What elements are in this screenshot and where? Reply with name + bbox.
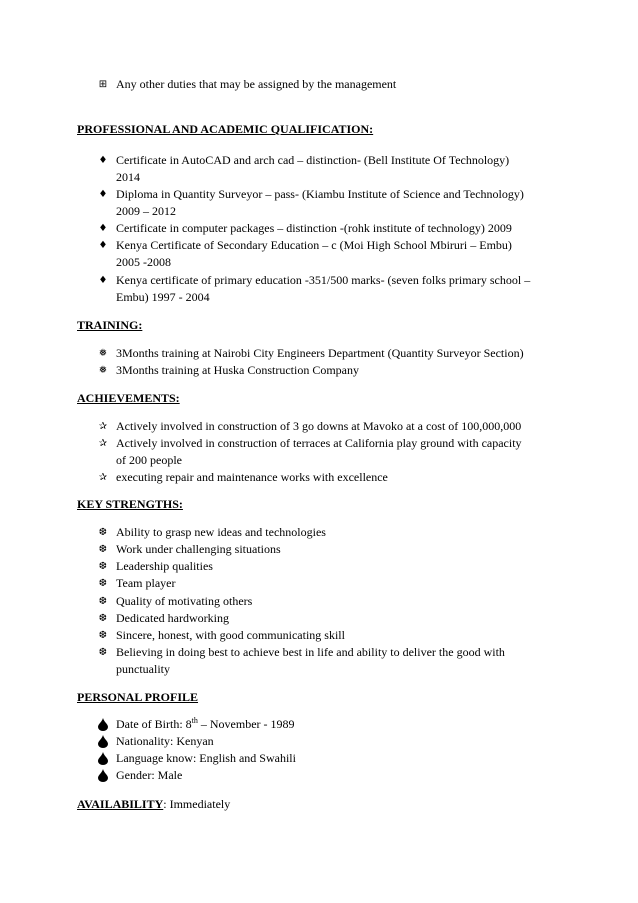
strength-item: Ability to grasp new ideas and technologies	[116, 525, 326, 539]
training-item: 3Months training at Nairobi City Engineers Department (Quantity Surveyor Section)	[116, 346, 524, 360]
qualification-item: Certificate in AutoCAD and arch cad – distinction- (Bell Institute Of Technology)	[116, 153, 510, 167]
snowflake-bullet-icon: ❅	[98, 348, 108, 359]
qualification-item: Kenya certificate of primary education -351/500 marks- (seven folks primary school –	[116, 273, 531, 287]
snowflake-bullet-icon: ❆	[98, 578, 108, 589]
snowflake-bullet-icon: ❆	[98, 544, 108, 555]
star-outline-bullet-icon: ✰	[98, 421, 108, 432]
snowflake-bullet-icon: ❆	[98, 613, 108, 624]
diamond-bullet-icon: ♦	[98, 275, 108, 286]
duty-item: Any other duties that may be assigned by the management	[116, 77, 397, 91]
nationality-item: Nationality: Kenyan	[116, 734, 214, 748]
qualification-item: Certificate in computer packages – distinction -(rohk institute of technology) 2009	[116, 221, 512, 235]
strength-item: Quality of motivating others	[116, 594, 253, 608]
snowflake-bullet-icon: ❆	[98, 630, 108, 641]
strength-item-cont: punctuality	[116, 662, 170, 676]
dob-item: Date of Birth: 8th – November - 1989	[116, 716, 295, 731]
strength-item: Believing in doing best to achieve best in life and ability to deliver the good with	[116, 645, 505, 659]
language-item: Language know: English and Swahili	[116, 751, 296, 765]
availability-line	[77, 796, 230, 814]
training-heading: TRAINING:	[77, 318, 143, 332]
snowflake-bullet-icon: ❆	[98, 596, 108, 607]
qualification-item-cont: 2009 – 2012	[116, 204, 176, 218]
snowflake-bullet-icon: ❆	[98, 647, 108, 658]
snowflake-bullet-icon: ❅	[98, 365, 108, 376]
snowflake-bullet-icon: ❆	[98, 561, 108, 572]
qualification-item-cont: 2014	[116, 170, 140, 184]
achievement-item-cont: of 200 people	[116, 453, 182, 467]
qualification-item: Diploma in Quantity Surveyor – pass- (Kiambu Institute of Science and Technology)	[116, 187, 524, 201]
achievement-item: Actively involved in construction of 3 go downs at Mavoko at a cost of 100,000,000	[116, 419, 522, 433]
diamond-bullet-icon: ♦	[98, 189, 108, 200]
diamond-bullet-icon: ♦	[98, 155, 108, 166]
strength-item: Work under challenging situations	[116, 542, 281, 556]
availability-value: : Immediately	[163, 797, 231, 811]
achievement-item: Actively involved in construction of terraces at California play ground with capacity	[116, 436, 522, 450]
diamond-bullet-icon: ♦	[98, 223, 108, 234]
strengths-heading: KEY STRENGTHS:	[77, 497, 183, 511]
star-outline-bullet-icon: ✰	[98, 472, 108, 483]
square-cross-bullet-icon: ⊞	[98, 79, 108, 90]
gender-item: Gender: Male	[116, 768, 183, 782]
strength-item: Dedicated hardworking	[116, 611, 229, 625]
strength-item: Team player	[116, 576, 176, 590]
qualifications-heading: PROFESSIONAL AND ACADEMIC QUALIFICATION:	[77, 122, 374, 136]
strength-item: Leadership qualities	[116, 559, 213, 573]
qualification-item: Kenya Certificate of Secondary Education – c (Moi High School Mbiruri – Embu)	[116, 238, 512, 252]
profile-heading: PERSONAL PROFILE	[77, 690, 199, 704]
strength-item: Sincere, honest, with good communicating skill	[116, 628, 345, 642]
snowflake-bullet-icon: ❆	[98, 527, 108, 538]
availability-label: AVAILABILITY	[77, 797, 164, 811]
qualification-item-cont: 2005 -2008	[116, 255, 171, 269]
diamond-bullet-icon: ♦	[98, 240, 108, 251]
achievements-heading: ACHIEVEMENTS:	[77, 391, 180, 405]
achievement-item: executing repair and maintenance works with excellence	[116, 470, 388, 484]
droplet-bullet-icon	[96, 767, 110, 788]
star-outline-bullet-icon: ✰	[98, 438, 108, 449]
qualification-item-cont: Embu) 1997 - 2004	[116, 290, 210, 304]
training-item: 3Months training at Huska Construction Company	[116, 363, 359, 377]
